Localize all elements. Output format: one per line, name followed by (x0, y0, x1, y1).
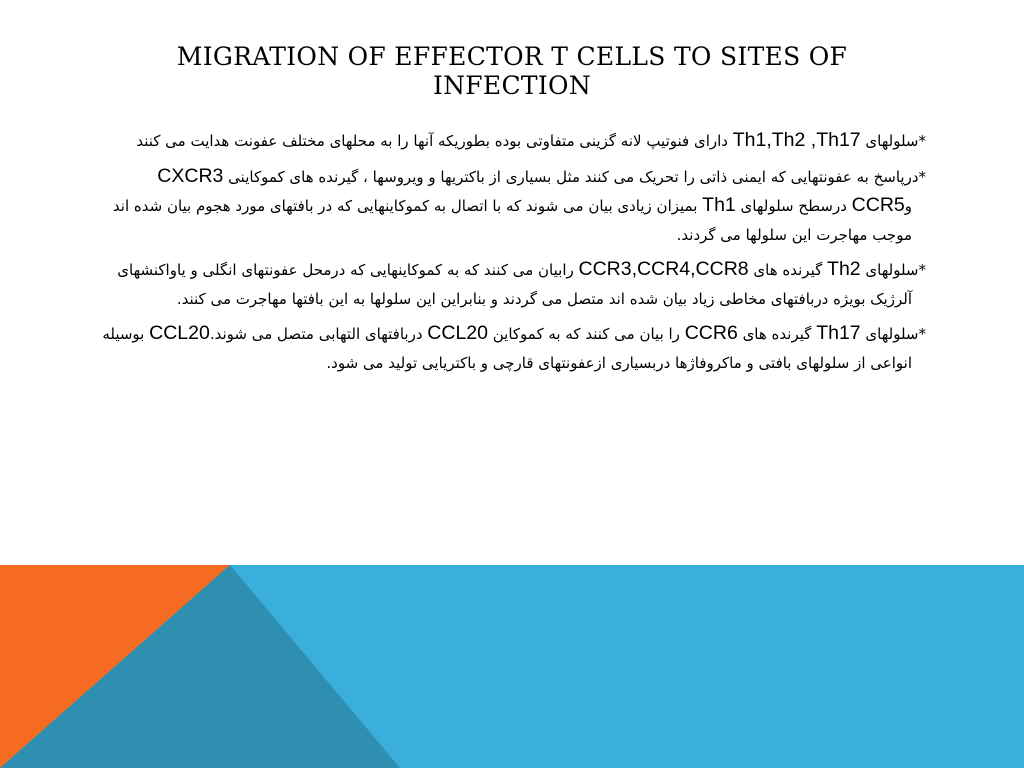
cell-type-label: Th1,Th2 ,Th17 (732, 129, 861, 151)
paragraph-text: *سلولهای (860, 261, 926, 279)
bullet-paragraph-th1 (96, 162, 926, 250)
receptor-label: CXCR3 (157, 164, 224, 187)
bullet-paragraph-th17 (96, 319, 926, 377)
decorative-footer-shapes (0, 565, 1024, 768)
paragraph-text: دارای فنوتیپ لانه گزینی متفاوتی بوده بطوریکه آنها را به محلهای مختلف عفونت هدایت می کنند (136, 132, 733, 150)
chemokine-label: CCL20 (149, 322, 210, 344)
paragraph-text: بوسیله انواعی از سلولهای بافتی و ماکروفاژها دربسیاری ازعفونتهای قارچی و باکتریایی تولید می شود. (102, 325, 912, 372)
receptor-label: CCR6 (684, 322, 738, 344)
paragraph-text: را بیان می کنند که به کموکاین (487, 325, 685, 343)
cell-type-label: Th2 (827, 258, 861, 280)
paragraph-text: گیرنده های (748, 261, 828, 279)
bullet-paragraph-th2 (96, 255, 926, 313)
paragraph-text: *سلولهای (860, 325, 926, 343)
paragraph-text: بمیزان زیادی بیان می شوند که با اتصال به کموکاینهایی که در بافتهای مورد هجوم بیان شده اند موجب مهاجرت این سلولها می گردند. (112, 197, 912, 244)
slide-title: MIGRATION OF EFFECTOR T CELLS TO SITES OF INFECTION (176, 42, 848, 100)
cell-type-label: Th17 (816, 322, 861, 344)
chemokine-label: CCL20 (427, 322, 488, 344)
paragraph-text: گیرنده های (737, 325, 817, 343)
paragraph-text: درسطح سلولهای (735, 197, 852, 215)
receptor-label: CCR3,CCR4,CCR8 (578, 258, 749, 280)
paragraph-text: دربافتهای التهابی متصل می شوند. (209, 325, 428, 343)
slide-content (96, 126, 926, 383)
receptor-label: CCR5 (851, 194, 905, 216)
paragraph-text: *سلولهای (860, 132, 926, 150)
paragraph-text: *درپاسخ به عفونتهایی که ایمنی ذاتی را تحریک می کنند مثل بسیاری از باکتریها و ویروسها ، گیرنده های کموکاینی (223, 167, 926, 186)
paragraph-text: رابیان می کنند که به کموکاینهایی که درمحل عفونتهای انگلی و یاواکنشهای آلرژیک بویژه دربافتهای مخاطی زیاد بیان شده اند متصل می گردند و بنابراین این سلولها به این بافتها مهاجرت می کنند. (117, 261, 912, 308)
cell-type-label: Th1 (702, 194, 736, 216)
bullet-paragraph-th-homing (96, 126, 926, 156)
paragraph-text: و (904, 197, 912, 215)
